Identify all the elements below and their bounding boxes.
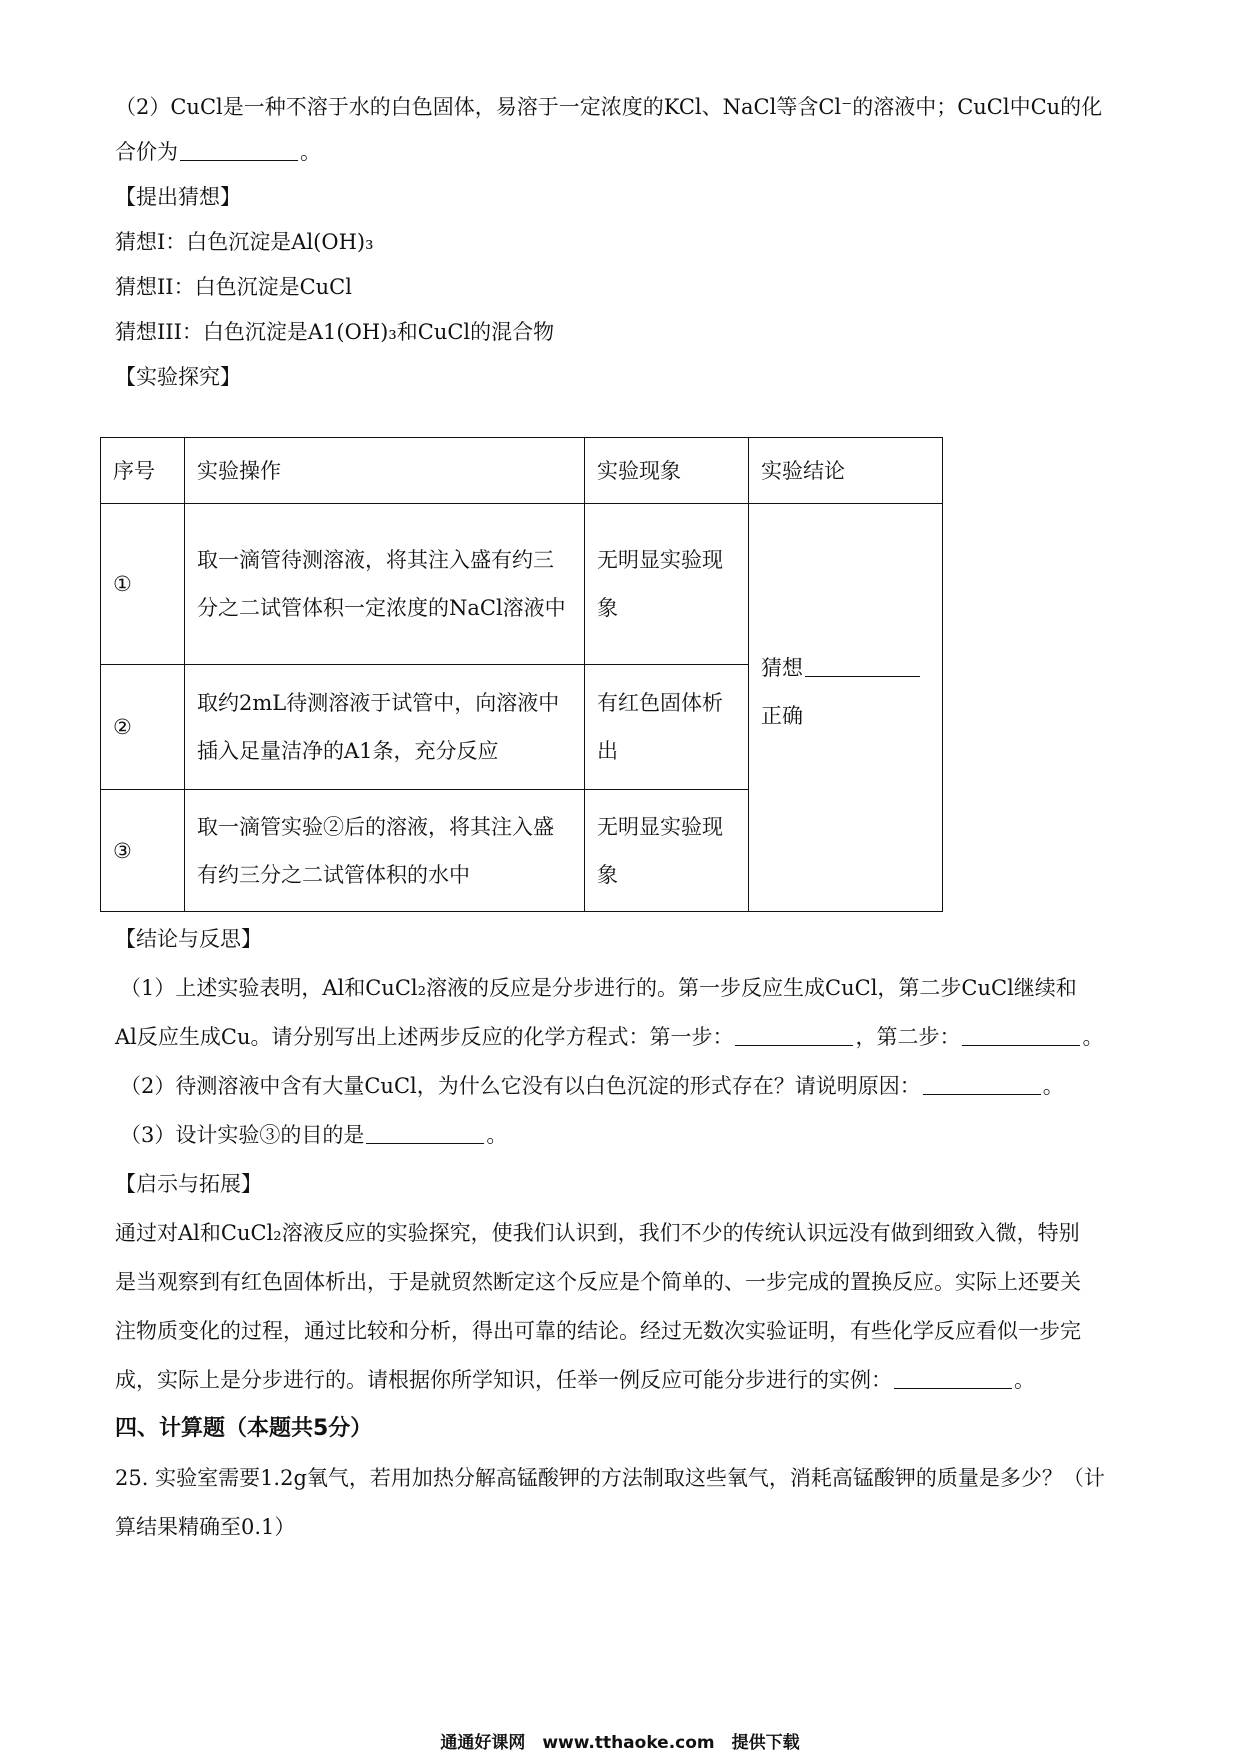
section-experiment: 【实验探究】: [115, 365, 241, 389]
section-insight: 【启示与拓展】: [115, 1172, 262, 1196]
row-observation-text: 有红色固体析出: [597, 691, 723, 763]
part2-line2-suffix: 。: [300, 140, 321, 164]
header-conclusion: 实验结论: [749, 438, 943, 504]
header-operation: 实验操作: [185, 438, 585, 504]
table-row: [101, 504, 943, 665]
insight-line1: 通过对Al和CuCl₂溶液反应的实验探究，使我们认识到，我们不少的传统认识远没有做到细致入微，特别: [115, 1221, 1080, 1245]
conclusion-3-suffix: 。: [486, 1123, 508, 1147]
answer-blank-example[interactable]: [894, 1370, 1012, 1389]
row-operation-text: 取约2mL待测溶液于试管中，向溶液中插入足量洁净的A1条，充分反应: [197, 691, 560, 763]
conclusion-prefix: 猜想: [761, 656, 803, 680]
experiment-table: [100, 437, 943, 912]
conclusion-1-text-b: ，第二步：: [855, 1025, 961, 1049]
conclusion-3-text: （3）设计实验③的目的是: [120, 1123, 365, 1147]
row-number: ③: [101, 790, 185, 912]
question-25-line1: 25. 实验室需要1.2g氧气，若用加热分解高锰酸钾的方法制取这些氧气，消耗高锰酸钾的质量是多少？（计: [115, 1466, 1105, 1490]
answer-blank-reason[interactable]: [923, 1076, 1041, 1095]
conclusion-3: [120, 1120, 1145, 1150]
row-observation-text: 无明显实验现象: [597, 548, 723, 620]
conclusion-2: [120, 1071, 1145, 1101]
insight-line4-text: 成，实际上是分步进行的。请根据你所学知识，任举一例反应可能分步进行的实例：: [115, 1368, 892, 1392]
row-operation-text: 取一滴管待测溶液，将其注入盛有约三分之二试管体积一定浓度的NaCl溶液中: [197, 548, 566, 620]
insight-line2: 是当观察到有红色固体析出，于是就贸然断定这个反应是个简单的、一步完成的置换反应。实际上还要关: [115, 1270, 1081, 1294]
conclusion-1-line1: （1）上述实验表明，Al和CuCl₂溶液的反应是分步进行的。第一步反应生成CuCl，第二步CuCl继续和: [120, 976, 1077, 1000]
table-header-row: [101, 438, 943, 504]
answer-blank-hypothesis[interactable]: [805, 658, 920, 677]
section-hypothesis: 【提出猜想】: [115, 185, 241, 209]
hypothesis-2: 猜想II：白色沉淀是CuCl: [115, 275, 352, 299]
row-observation: [585, 790, 749, 912]
answer-blank-step1[interactable]: [735, 1027, 853, 1046]
conclusion-2-text: （2）待测溶液中含有大量CuCl，为什么它没有以白色沉淀的形式存在？请说明原因：: [120, 1074, 921, 1098]
page-footer: 通通好课网 www.tthaoke.com 提供下载: [440, 1733, 800, 1753]
header-observation: 实验现象: [585, 438, 749, 504]
hypothesis-3: 猜想III：白色沉淀是A1(OH)₃和CuCl的混合物: [115, 320, 555, 344]
question-25-line2: 算结果精确至0.1）: [115, 1515, 296, 1539]
part2-line2-prefix: 合价为: [115, 140, 178, 164]
conclusion-2-suffix: 。: [1042, 1074, 1064, 1098]
row-operation: [185, 790, 585, 912]
part2-line1: （2）CuCl是一种不溶于水的白色固体，易溶于一定浓度的KCl、NaCl等含Cl⁻的溶液中；CuCl中Cu的化: [115, 95, 1103, 119]
row-observation: [585, 665, 749, 790]
answer-blank-step2[interactable]: [962, 1027, 1080, 1046]
row-observation-text: 无明显实验现象: [597, 814, 723, 887]
conclusion-suffix: 正确: [761, 704, 803, 728]
section-conclusion: 【结论与反思】: [115, 927, 262, 951]
insight-line4-suffix: 。: [1014, 1368, 1035, 1392]
row-operation: [185, 665, 585, 790]
row-number: ①: [101, 504, 185, 665]
insight-line3: 注物质变化的过程，通过比较和分析，得出可靠的结论。经过无数次实验证明，有些化学反应看似一步完: [115, 1319, 1081, 1343]
row-operation-text: 取一滴管实验②后的溶液，将其注入盛有约三分之二试管体积的水中: [197, 814, 554, 887]
row-number: ②: [101, 665, 185, 790]
row-operation: [185, 504, 585, 665]
section-calculation: 四、计算题（本题共5分）: [115, 1416, 373, 1441]
hypothesis-1: 猜想I：白色沉淀是Al(OH)₃: [115, 230, 374, 254]
insight-line4: [115, 1365, 1140, 1395]
conclusion-cell: [749, 504, 943, 912]
conclusion-1-line2: [115, 1022, 1140, 1052]
answer-blank-valence[interactable]: [180, 142, 298, 161]
part2-line2: [115, 137, 1140, 167]
conclusion-1-text-a: Al反应生成Cu。请分别写出上述两步反应的化学方程式：第一步：: [115, 1025, 734, 1049]
header-number: 序号: [101, 438, 185, 504]
answer-blank-purpose[interactable]: [366, 1125, 484, 1144]
row-observation: [585, 504, 749, 665]
conclusion-1-text-c: 。: [1082, 1025, 1104, 1049]
